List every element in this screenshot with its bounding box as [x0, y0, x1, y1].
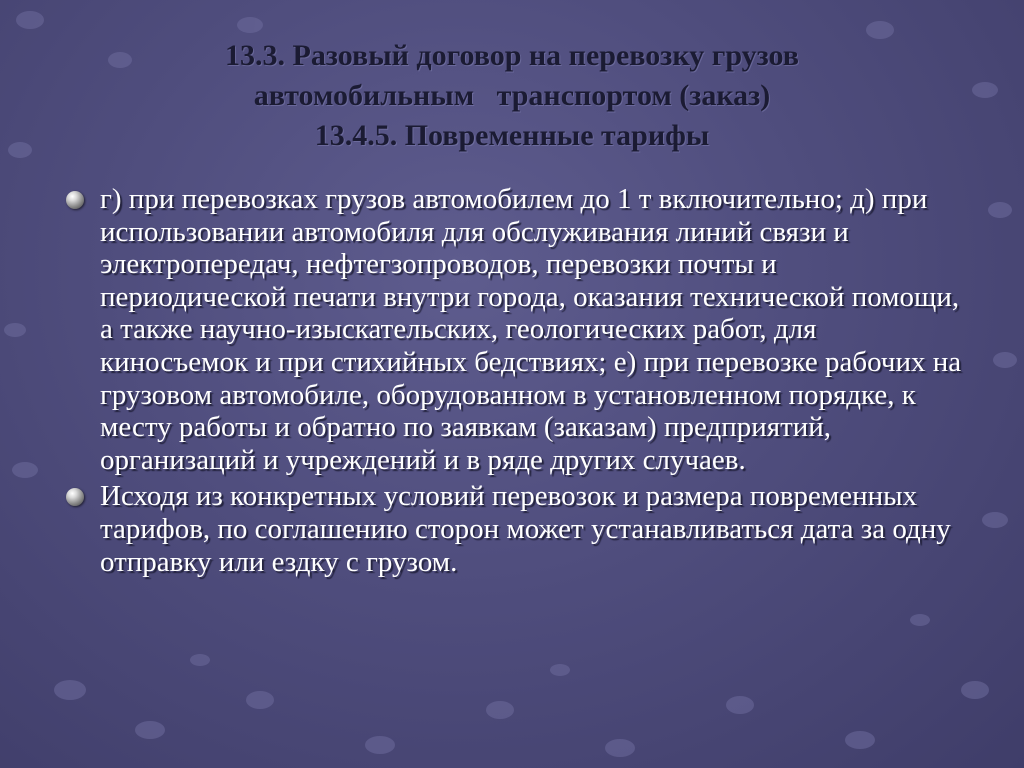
- bullet-text: Исходя из конкретных условий перевозок и размера повременных тарифов, по соглашению сторон может устанавливаться дата за одну отправку или ездку с грузом.: [100, 480, 951, 578]
- bullet-item: [62, 183, 962, 476]
- title-line-1: 13.3. Разовый договор на перевозку грузов: [225, 39, 799, 72]
- bullet-item: [62, 480, 962, 578]
- bullet-text: г) при перевозках грузов автомобилем до 1 т включительно; д) при использовании автомобиля для обслуживания линий связи и электропередач, нефтегзопроводов, перевозки почты и периодической печати внутри города, оказания технической помощи, а также научно-изыскательских, геологических работ, для киносъемок и при стихийных бедствиях; е) при перевозке рабочих на грузовом автомобиле, оборудованном в установленном порядке, к месту работы и обратно по заявкам (заказам) предприятий, организаций и учреждений и в ряде других случаев.: [100, 183, 962, 476]
- slide-title: [60, 36, 964, 156]
- title-line-2: автомобильным транспортом (заказ): [253, 79, 771, 112]
- sphere-bullet-icon: [66, 488, 84, 506]
- title-line-3: 13.4.5. Повременные тарифы: [314, 119, 710, 152]
- sphere-bullet-icon: [66, 191, 84, 209]
- bullet-list: [62, 183, 962, 582]
